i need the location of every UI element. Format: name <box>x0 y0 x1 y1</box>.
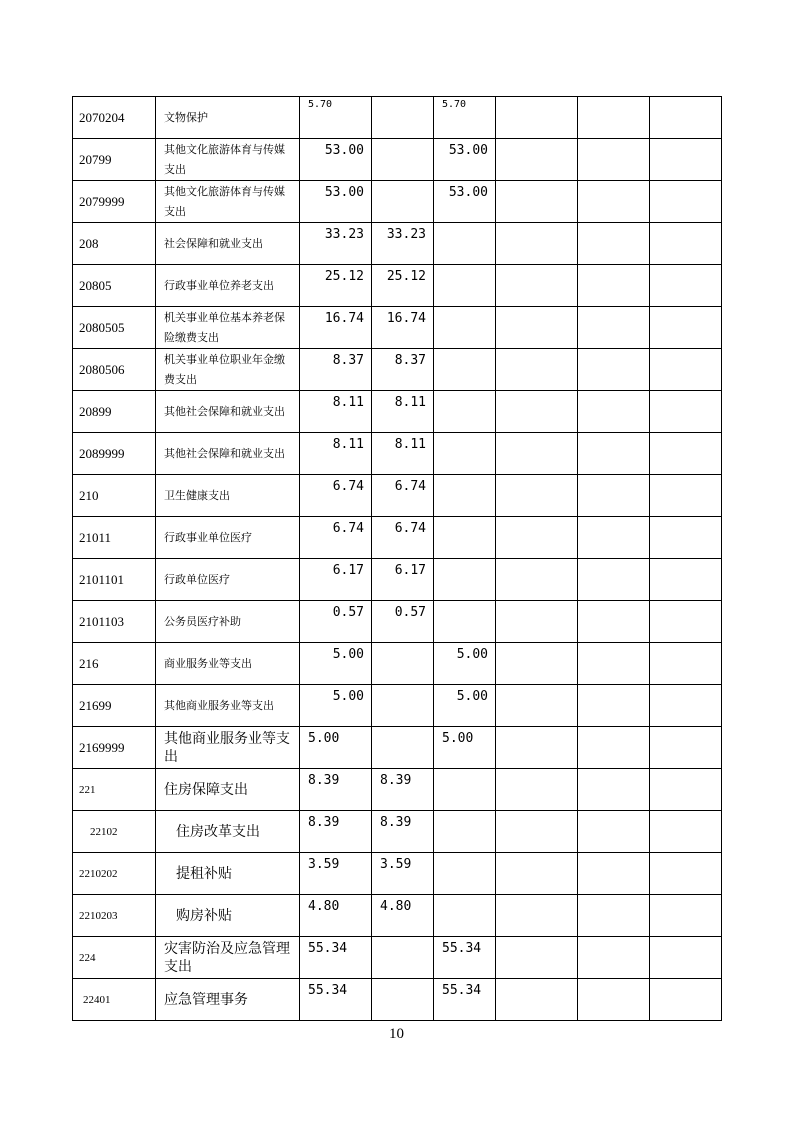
name-cell: 行政事业单位养老支出 <box>156 265 300 307</box>
total-cell: 8.37 <box>300 349 372 391</box>
total-cell: 5.00 <box>300 685 372 727</box>
total-cell: 8.11 <box>300 391 372 433</box>
table-row <box>73 475 722 517</box>
empty-cell <box>650 265 722 307</box>
project-cell: 55.34 <box>434 937 496 979</box>
project-cell: 53.00 <box>434 181 496 223</box>
basic-cell: 8.11 <box>372 391 434 433</box>
code-cell: 20805 <box>73 265 156 307</box>
code-cell: 20899 <box>73 391 156 433</box>
empty-cell <box>496 601 578 643</box>
empty-cell <box>496 433 578 475</box>
table-row <box>73 979 722 1021</box>
empty-cell <box>650 223 722 265</box>
basic-cell: 6.17 <box>372 559 434 601</box>
project-cell <box>434 475 496 517</box>
empty-cell <box>578 349 650 391</box>
name-cell: 文物保护 <box>156 97 300 139</box>
empty-cell <box>578 517 650 559</box>
basic-cell: 25.12 <box>372 265 434 307</box>
name-cell: 住房改革支出 <box>156 811 300 853</box>
empty-cell <box>496 685 578 727</box>
name-cell: 公务员医疗补助 <box>156 601 300 643</box>
name-cell: 灾害防治及应急管理支出 <box>156 937 300 979</box>
project-cell: 53.00 <box>434 139 496 181</box>
table-row <box>73 349 722 391</box>
basic-cell: 8.39 <box>372 811 434 853</box>
name-cell: 行政事业单位医疗 <box>156 517 300 559</box>
project-cell <box>434 559 496 601</box>
name-cell: 住房保障支出 <box>156 769 300 811</box>
empty-cell <box>496 517 578 559</box>
empty-cell <box>496 853 578 895</box>
empty-cell <box>578 559 650 601</box>
basic-cell <box>372 727 434 769</box>
total-cell: 25.12 <box>300 265 372 307</box>
empty-cell <box>496 769 578 811</box>
total-cell: 6.74 <box>300 475 372 517</box>
budget-table <box>72 96 722 1021</box>
project-cell <box>434 265 496 307</box>
empty-cell <box>496 349 578 391</box>
empty-cell <box>578 895 650 937</box>
code-cell: 2210202 <box>73 853 156 895</box>
code-cell: 21011 <box>73 517 156 559</box>
empty-cell <box>650 433 722 475</box>
empty-cell <box>578 433 650 475</box>
table-row <box>73 937 722 979</box>
total-cell: 5.00 <box>300 727 372 769</box>
project-cell: 5.70 <box>434 97 496 139</box>
name-cell: 卫生健康支出 <box>156 475 300 517</box>
total-cell: 53.00 <box>300 181 372 223</box>
empty-cell <box>496 895 578 937</box>
empty-cell <box>496 811 578 853</box>
basic-cell <box>372 643 434 685</box>
empty-cell <box>578 181 650 223</box>
project-cell: 55.34 <box>434 979 496 1021</box>
code-cell: 2070204 <box>73 97 156 139</box>
empty-cell <box>578 811 650 853</box>
total-cell: 55.34 <box>300 937 372 979</box>
table-row <box>73 895 722 937</box>
total-cell: 8.11 <box>300 433 372 475</box>
table-row <box>73 433 722 475</box>
basic-cell: 8.37 <box>372 349 434 391</box>
project-cell <box>434 349 496 391</box>
name-cell: 机关事业单位职业年金缴费支出 <box>156 349 300 391</box>
project-cell <box>434 307 496 349</box>
empty-cell <box>578 643 650 685</box>
name-cell: 应急管理事务 <box>156 979 300 1021</box>
empty-cell <box>650 895 722 937</box>
empty-cell <box>578 727 650 769</box>
table-row <box>73 97 722 139</box>
empty-cell <box>578 937 650 979</box>
empty-cell <box>496 265 578 307</box>
code-cell: 2089999 <box>73 433 156 475</box>
empty-cell <box>578 97 650 139</box>
basic-cell: 3.59 <box>372 853 434 895</box>
empty-cell <box>650 853 722 895</box>
name-cell: 其他文化旅游体育与传媒支出 <box>156 181 300 223</box>
basic-cell: 6.74 <box>372 475 434 517</box>
basic-cell <box>372 139 434 181</box>
basic-cell: 8.39 <box>372 769 434 811</box>
empty-cell <box>650 475 722 517</box>
basic-cell <box>372 685 434 727</box>
name-cell: 购房补贴 <box>156 895 300 937</box>
code-cell: 2080505 <box>73 307 156 349</box>
empty-cell <box>578 475 650 517</box>
empty-cell <box>650 139 722 181</box>
total-cell: 53.00 <box>300 139 372 181</box>
code-cell: 22401 <box>73 979 156 1021</box>
code-cell: 216 <box>73 643 156 685</box>
total-cell: 8.39 <box>300 811 372 853</box>
table-row <box>73 601 722 643</box>
project-cell <box>434 223 496 265</box>
empty-cell <box>578 307 650 349</box>
empty-cell <box>650 97 722 139</box>
table-row <box>73 853 722 895</box>
total-cell: 8.39 <box>300 769 372 811</box>
total-cell: 5.00 <box>300 643 372 685</box>
empty-cell <box>578 979 650 1021</box>
name-cell: 其他商业服务业等支出 <box>156 685 300 727</box>
empty-cell <box>578 223 650 265</box>
empty-cell <box>496 223 578 265</box>
name-cell: 机关事业单位基本养老保险缴费支出 <box>156 307 300 349</box>
name-cell: 其他商业服务业等支出 <box>156 727 300 769</box>
empty-cell <box>650 181 722 223</box>
table-row <box>73 223 722 265</box>
code-cell: 2210203 <box>73 895 156 937</box>
basic-cell: 33.23 <box>372 223 434 265</box>
project-cell <box>434 853 496 895</box>
basic-cell: 8.11 <box>372 433 434 475</box>
code-cell: 2079999 <box>73 181 156 223</box>
table-row <box>73 769 722 811</box>
empty-cell <box>650 391 722 433</box>
total-cell: 5.70 <box>300 97 372 139</box>
project-cell <box>434 517 496 559</box>
project-cell <box>434 433 496 475</box>
project-cell: 5.00 <box>434 685 496 727</box>
basic-cell <box>372 97 434 139</box>
table-row <box>73 643 722 685</box>
code-cell: 22102 <box>73 811 156 853</box>
basic-cell <box>372 181 434 223</box>
empty-cell <box>650 559 722 601</box>
empty-cell <box>496 139 578 181</box>
empty-cell <box>650 769 722 811</box>
empty-cell <box>578 391 650 433</box>
project-cell <box>434 895 496 937</box>
project-cell <box>434 601 496 643</box>
total-cell: 55.34 <box>300 979 372 1021</box>
code-cell: 208 <box>73 223 156 265</box>
basic-cell: 0.57 <box>372 601 434 643</box>
code-cell: 21699 <box>73 685 156 727</box>
table-row <box>73 559 722 601</box>
empty-cell <box>578 769 650 811</box>
empty-cell <box>496 937 578 979</box>
empty-cell <box>650 937 722 979</box>
empty-cell <box>578 853 650 895</box>
project-cell <box>434 769 496 811</box>
code-cell: 2169999 <box>73 727 156 769</box>
empty-cell <box>496 643 578 685</box>
total-cell: 3.59 <box>300 853 372 895</box>
empty-cell <box>578 685 650 727</box>
code-cell: 2101101 <box>73 559 156 601</box>
name-cell: 行政单位医疗 <box>156 559 300 601</box>
empty-cell <box>650 979 722 1021</box>
total-cell: 16.74 <box>300 307 372 349</box>
name-cell: 其他社会保障和就业支出 <box>156 433 300 475</box>
empty-cell <box>496 727 578 769</box>
table-row <box>73 265 722 307</box>
name-cell: 其他文化旅游体育与传媒支出 <box>156 139 300 181</box>
empty-cell <box>650 643 722 685</box>
code-cell: 2080506 <box>73 349 156 391</box>
project-cell: 5.00 <box>434 727 496 769</box>
name-cell: 商业服务业等支出 <box>156 643 300 685</box>
empty-cell <box>496 181 578 223</box>
basic-cell <box>372 937 434 979</box>
total-cell: 33.23 <box>300 223 372 265</box>
project-cell <box>434 391 496 433</box>
empty-cell <box>650 727 722 769</box>
table-row <box>73 517 722 559</box>
table-row <box>73 727 722 769</box>
project-cell <box>434 811 496 853</box>
empty-cell <box>496 307 578 349</box>
empty-cell <box>496 979 578 1021</box>
code-cell: 20799 <box>73 139 156 181</box>
name-cell: 社会保障和就业支出 <box>156 223 300 265</box>
empty-cell <box>578 601 650 643</box>
empty-cell <box>496 97 578 139</box>
empty-cell <box>496 559 578 601</box>
empty-cell <box>496 391 578 433</box>
basic-cell: 4.80 <box>372 895 434 937</box>
table-row <box>73 181 722 223</box>
basic-cell: 16.74 <box>372 307 434 349</box>
basic-cell: 6.74 <box>372 517 434 559</box>
name-cell: 其他社会保障和就业支出 <box>156 391 300 433</box>
table-row <box>73 391 722 433</box>
table-row <box>73 685 722 727</box>
empty-cell <box>650 601 722 643</box>
empty-cell <box>650 685 722 727</box>
code-cell: 221 <box>73 769 156 811</box>
code-cell: 2101103 <box>73 601 156 643</box>
empty-cell <box>650 307 722 349</box>
empty-cell <box>650 349 722 391</box>
empty-cell <box>650 811 722 853</box>
name-cell: 提租补贴 <box>156 853 300 895</box>
empty-cell <box>650 517 722 559</box>
total-cell: 6.17 <box>300 559 372 601</box>
total-cell: 0.57 <box>300 601 372 643</box>
basic-cell <box>372 979 434 1021</box>
empty-cell <box>496 475 578 517</box>
code-cell: 224 <box>73 937 156 979</box>
table-row <box>73 139 722 181</box>
empty-cell <box>578 265 650 307</box>
project-cell: 5.00 <box>434 643 496 685</box>
total-cell: 4.80 <box>300 895 372 937</box>
table-row <box>73 307 722 349</box>
code-cell: 210 <box>73 475 156 517</box>
empty-cell <box>578 139 650 181</box>
total-cell: 6.74 <box>300 517 372 559</box>
table-row <box>73 811 722 853</box>
page-number: 10 <box>389 1026 404 1042</box>
